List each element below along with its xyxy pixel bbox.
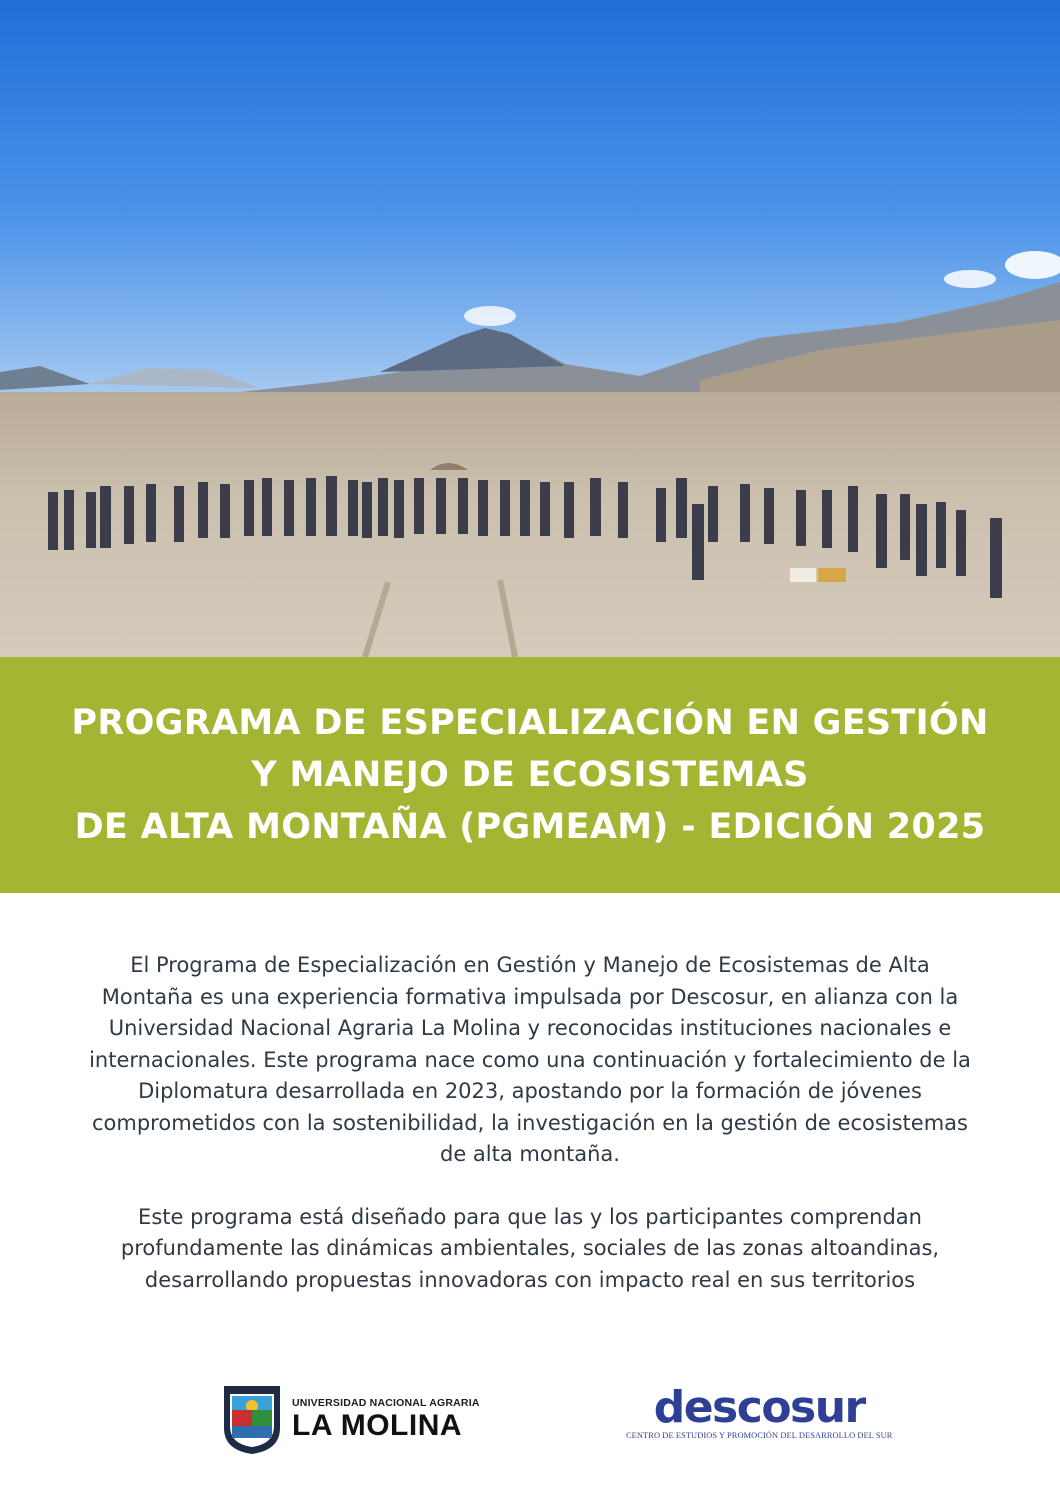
program-title (71, 697, 988, 853)
p1-line: El Programa de Especialización en Gestión y Manejo de Ecosistemas de Alta (130, 953, 930, 977)
unalm-top-line: UNIVERSIDAD NACIONAL AGRARIA (292, 1397, 480, 1409)
unalm-main-line: LA MOLINA (292, 1409, 463, 1442)
university-crest-icon (222, 1384, 282, 1456)
hero-photo (0, 0, 1060, 657)
unalm-logo (222, 1384, 480, 1456)
paragraph-2 (60, 1202, 1000, 1297)
descosur-logo (626, 1382, 893, 1440)
paragraph-1 (60, 950, 1000, 1171)
title-line-2: Y MANEJO DE ECOSISTEMAS (251, 755, 809, 795)
p2-line: desarrollando propuestas innovadoras con impacto real en sus territorios (144, 1267, 916, 1292)
p1-line: Diplomatura desarrollada en 2023, apostando por la formación de jóvenes (138, 1079, 922, 1103)
p1-line: Universidad Nacional Agraria La Molina y reconocidas instituciones nacionales e (108, 1016, 952, 1040)
program-description (60, 950, 1000, 1327)
descosur-subtitle: CENTRO DE ESTUDIOS Y PROMOCIÓN DEL DESARROLLO DEL SUR (626, 1431, 893, 1440)
title-line-3: DE ALTA MONTAÑA (PGMEAM) - EDICIÓN 2025 (74, 807, 986, 847)
title-banner (0, 657, 1060, 893)
descosur-name: descosur (653, 1382, 865, 1433)
p2-line: profundamente las dinámicas ambientales, sociales de las zonas altoandinas, (120, 1236, 940, 1260)
p1-line: internacionales. Este programa nace como una continuación y fortalecimiento de la (89, 1047, 971, 1072)
p1-line: comprometidos con la sostenibilidad, la investigación en la gestión de ecosistemas (92, 1110, 968, 1135)
landscape-photo (0, 0, 1060, 657)
p2-line: Este programa está diseñado para que las y los participantes comprendan (138, 1204, 922, 1229)
p1-line: Montaña es una experiencia formativa impulsada por Descosur, en alianza con la (101, 984, 959, 1009)
p1-line: de alta montaña. (440, 1142, 620, 1166)
title-line-1: PROGRAMA DE ESPECIALIZACIÓN EN GESTIÓN (71, 703, 989, 743)
partner-logos (0, 1380, 1060, 1470)
